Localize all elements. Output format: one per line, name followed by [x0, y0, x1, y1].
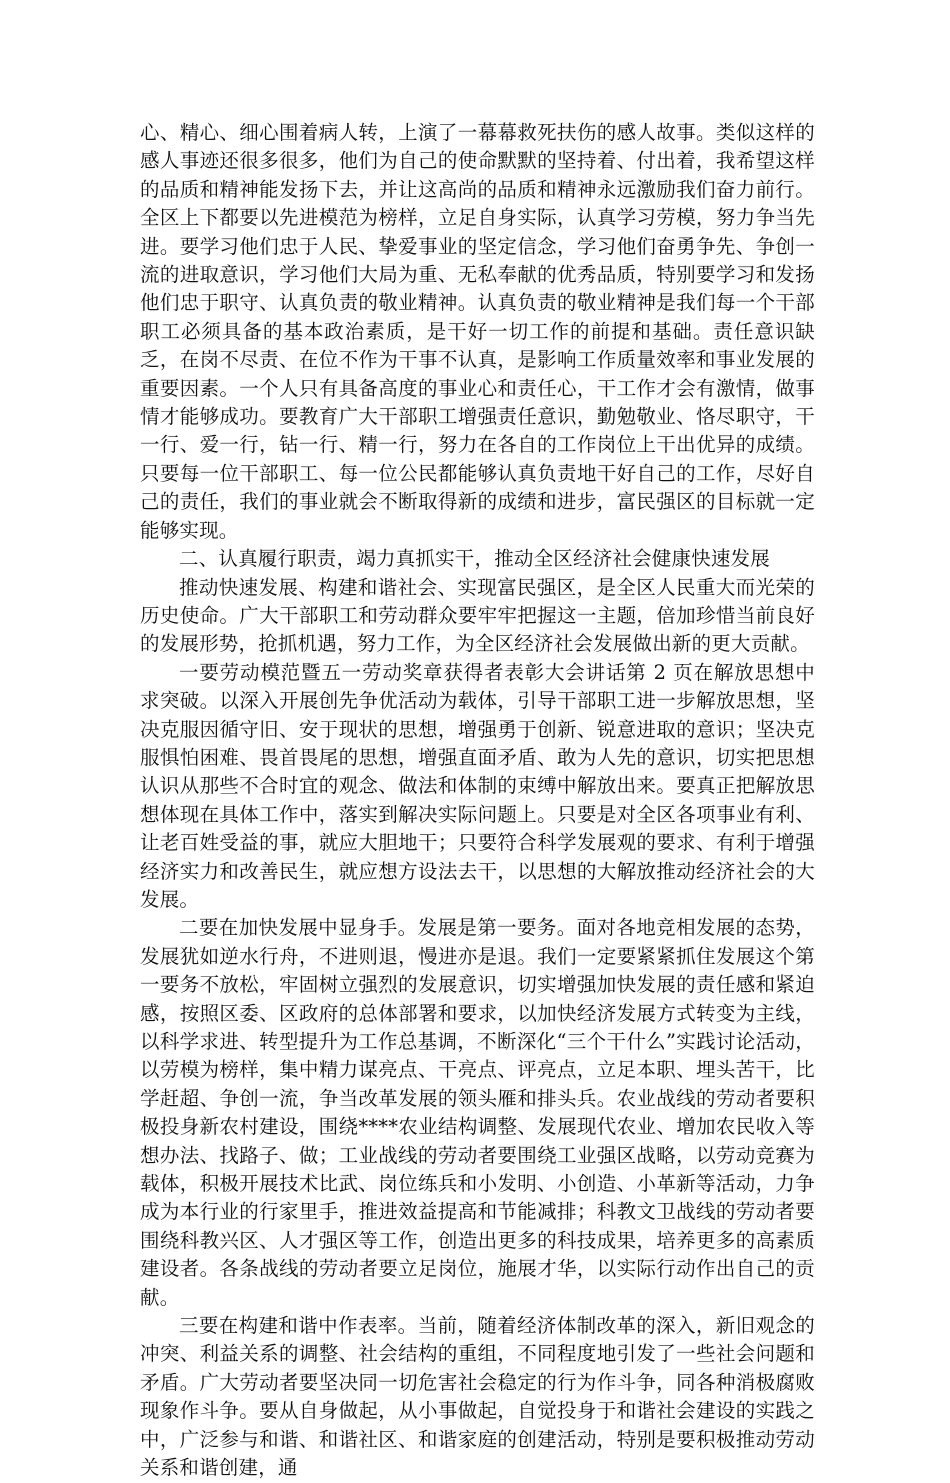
paragraph-3: 推动快速发展、构建和谐社会、实现富民强区，是全区人民重大而光荣的历史使命。广大干部职工和劳动群众要牢牢把握这一主题，倍加珍惜当前良好的发展形势，抢抓机遇，努力工作，为全区经济社会发展做出新的更大贡献。	[140, 575, 815, 656]
paragraph-5: 二要在加快发展中显身手。发展是第一要务。面对各地竞相发展的态势，发展犹如逆水行舟，不进则退，慢进亦是退。我们一定要紧紧抓住发展这个第一要务不放松，牢固树立强烈的发展意识，切实增强加快发展的责任感和紧迫感，按照区委、区政府的总体部署和要求，以加快经济发展方式转变为主线，以科学求进、转型提升为工作总基调，不断深化“三个干什么”实践讨论活动，以劳模为榜样，集中精力谋亮点、干亮点、评亮点，立足本职、埋头苦干，比学赶超、争创一流，争当改革发展的领头雁和排头兵。农业战线的劳动者要积极投身新农村建设，围绕****农业结构调整、发展现代农业、增加农民收入等想办法、找路子、做；工业战线的劳动者要围绕工业强区战略，以劳动竞赛为载体，积极开展技术比武、岗位练兵和小发明、小创造、小革新等活动，力争成为本行业的行家里手，推进效益提高和节能减排；科教文卫战线的劳动者要围绕科教兴区、人才强区等工作，创造出更多的科技成果，培养更多的高素质建设者。各条战线的劳动者要立足岗位，施展才华，以实际行动作出自己的贡献。	[140, 916, 815, 1309]
paragraph-6: 三要在构建和谐中作表率。当前，随着经济体制改革的深入，新旧观念的冲突、利益关系的调整、社会结构的重组，不同程度地引发了一些社会问题和矛盾。广大劳动者要坚决同一切危害社会稳定的行为作斗争，同各种消极腐败现象作斗争。要从自身做起，从小事做起，自觉投身于和谐社会建设的实践之中，广泛参与和谐、和谐社区、和谐家庭的创建活动，特别是要积极推动劳动关系和谐创建，通	[140, 1314, 815, 1480]
paragraph-4: 一要劳动模范暨五一劳动奖章获得者表彰大会讲话第 2 页在解放思想中求突破。以深入开展创先争优活动为载体，引导干部职工进一步解放思想，坚决克服因循守旧、安于现状的思想，增强勇于创新、锐意进取的意识；坚决克服惧怕困难、畏首畏尾的思想，增强直面矛盾、敢为人先的意识，切实把思想认识从那些不合时宜的观念、做法和体制的束缚中解放出来。要真正把解放思想体现在具体工作中，落实到解决实际问题上。只要是对全区各项事业有利、让老百姓受益的事，就应大胆地干；只要符合科学发展观的要求、有利于增强经济实力和改善民生，就应想方设法去干，以思想的大解放推动经济社会的大发展。	[140, 660, 815, 911]
document-body	[140, 119, 815, 1483]
section-heading-2: 二、认真履行职责，竭力真抓实干，推动全区经济社会健康快速发展	[179, 547, 771, 571]
paragraph-1: 心、精心、细心围着病人转，上演了一幕幕救死扶伤的感人故事。类似这样的感人事迹还很多很多，他们为自己的使命默默的坚持着、付出着，我希望这样的品质和精神能发扬下去，并让这高尚的品质和精神永远激励我们奋力前行。全区上下都要以先进模范为榜样，立足自身实际，认真学习劳模，努力争当先进。要学习他们忠于人民、挚爱事业的坚定信念，学习他们奋勇争先、争创一流的进取意识，学习他们大局为重、无私奉献的优秀品质，特别要学习和发扬他们忠于职守、认真负责的敬业精神。认真负责的敬业精神是我们每一个干部职工必须具备的基本政治素质，是干好一切工作的前提和基础。责任意识缺乏，在岗不尽责、在位不作为干事不认真，是影响工作质量效率和事业发展的重要因素。一个人只有具备高度的事业心和责任心，干工作才会有激情，做事情才能够成功。要教育广大干部职工增强责任意识，勤勉敬业、恪尽职守，干一行、爱一行，钻一行、精一行，努力在各自的工作岗位上干出优异的成绩。只要每一位干部职工、每一位公民都能够认真负责地干好自己的工作，尽好自己的责任，我们的事业就会不断取得新的成绩和进步，富民强区的目标就一定能够实现。	[140, 121, 815, 542]
